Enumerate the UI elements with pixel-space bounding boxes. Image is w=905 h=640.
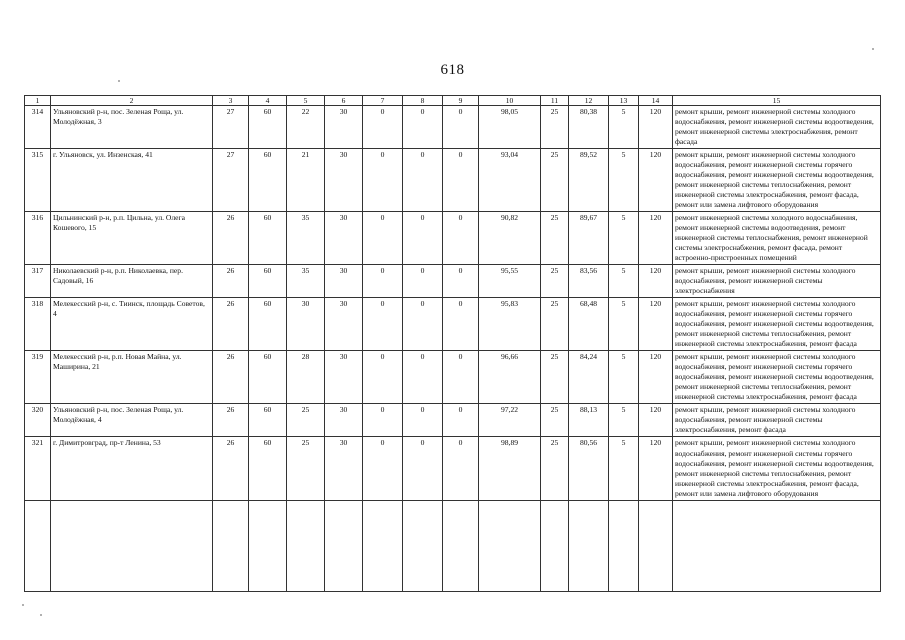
value-cell: 30 xyxy=(325,149,363,212)
address-cell: Мелекесский р-н, р.п. Новая Майна, ул. Маширина, 21 xyxy=(51,351,213,404)
empty-cell xyxy=(213,500,249,591)
address-cell: Мелекесский р-н, с. Тиинск, площадь Советов, 4 xyxy=(51,298,213,351)
column-header-15: 15 xyxy=(673,96,881,106)
value-cell: 27 xyxy=(213,149,249,212)
value-cell: 28 xyxy=(287,351,325,404)
table-body xyxy=(25,106,881,592)
table-continuation xyxy=(25,500,881,591)
value-cell: 60 xyxy=(249,404,287,437)
value-cell: 0 xyxy=(443,149,479,212)
column-header-5: 5 xyxy=(287,96,325,106)
value-cell: 25 xyxy=(541,437,569,500)
empty-cell xyxy=(541,500,569,591)
empty-cell xyxy=(249,500,287,591)
value-cell: 5 xyxy=(609,437,639,500)
value-cell: 98,05 xyxy=(479,106,541,149)
column-header-7: 7 xyxy=(363,96,403,106)
table-row xyxy=(25,265,881,298)
value-cell: 30 xyxy=(325,351,363,404)
empty-cell xyxy=(325,500,363,591)
value-cell: 25 xyxy=(541,298,569,351)
value-cell: 25 xyxy=(541,351,569,404)
scan-speck xyxy=(118,80,120,82)
table-row xyxy=(25,212,881,265)
value-cell: 88,13 xyxy=(569,404,609,437)
row-number-cell: 315 xyxy=(25,149,51,212)
empty-cell xyxy=(673,500,881,591)
value-cell: 30 xyxy=(325,404,363,437)
works-cell: ремонт крыши, ремонт инженерной системы холодного водоснабжения, ремонт инженерной системы электроснабжения, ремонт фасада xyxy=(673,404,881,437)
value-cell: 80,56 xyxy=(569,437,609,500)
value-cell: 89,52 xyxy=(569,149,609,212)
column-header-1: 1 xyxy=(25,96,51,106)
value-cell: 0 xyxy=(403,404,443,437)
value-cell: 60 xyxy=(249,437,287,500)
row-number-cell: 314 xyxy=(25,106,51,149)
address-cell: г. Ульяновск, ул. Инзенская, 41 xyxy=(51,149,213,212)
value-cell: 0 xyxy=(443,106,479,149)
value-cell: 120 xyxy=(639,212,673,265)
empty-cell xyxy=(569,500,609,591)
value-cell: 0 xyxy=(363,212,403,265)
works-cell: ремонт крыши, ремонт инженерной системы холодного водоснабжения, ремонт инженерной системы горячего водоснабжения, ремонт инженерной системы водоотведения, ремонт инженерной системы теплоснабжения, ремонт инженерной системы электроснабжения, ремонт фасада, ремонт или замена лифтового оборудования xyxy=(673,437,881,500)
value-cell: 5 xyxy=(609,351,639,404)
value-cell: 25 xyxy=(541,106,569,149)
value-cell: 30 xyxy=(287,298,325,351)
table-row xyxy=(25,437,881,500)
value-cell: 93,04 xyxy=(479,149,541,212)
value-cell: 96,66 xyxy=(479,351,541,404)
row-number-cell: 317 xyxy=(25,265,51,298)
row-number-cell: 320 xyxy=(25,404,51,437)
works-cell: ремонт крыши, ремонт инженерной системы холодного водоснабжения, ремонт инженерной системы электроснабжения xyxy=(673,265,881,298)
value-cell: 0 xyxy=(443,437,479,500)
value-cell: 35 xyxy=(287,212,325,265)
page-number: 618 xyxy=(440,62,465,78)
value-cell: 26 xyxy=(213,437,249,500)
value-cell: 26 xyxy=(213,298,249,351)
value-cell: 60 xyxy=(249,298,287,351)
works-cell: ремонт крыши, ремонт инженерной системы холодного водоснабжения, ремонт инженерной системы горячего водоснабжения, ремонт инженерной системы водоотведения, ремонт инженерной системы теплоснабжения, ремонт инженерной системы электроснабжения, ремонт фасада, ремонт или замена лифтового оборудования xyxy=(673,149,881,212)
value-cell: 89,67 xyxy=(569,212,609,265)
value-cell: 26 xyxy=(213,265,249,298)
value-cell: 60 xyxy=(249,106,287,149)
value-cell: 120 xyxy=(639,351,673,404)
address-cell: Цильнинский р-н, р.п. Цильна, ул. Олега Кошевого, 15 xyxy=(51,212,213,265)
value-cell: 5 xyxy=(609,265,639,298)
column-header-3: 3 xyxy=(213,96,249,106)
value-cell: 60 xyxy=(249,265,287,298)
value-cell: 27 xyxy=(213,106,249,149)
value-cell: 0 xyxy=(363,351,403,404)
table-row xyxy=(25,149,881,212)
value-cell: 0 xyxy=(363,298,403,351)
value-cell: 0 xyxy=(443,212,479,265)
scan-speck xyxy=(22,604,24,606)
value-cell: 0 xyxy=(403,265,443,298)
value-cell: 0 xyxy=(403,149,443,212)
value-cell: 0 xyxy=(363,437,403,500)
column-header-14: 14 xyxy=(639,96,673,106)
value-cell: 21 xyxy=(287,149,325,212)
value-cell: 0 xyxy=(363,265,403,298)
value-cell: 0 xyxy=(403,212,443,265)
value-cell: 120 xyxy=(639,149,673,212)
table-row xyxy=(25,106,881,149)
value-cell: 0 xyxy=(443,265,479,298)
empty-cell xyxy=(639,500,673,591)
value-cell: 60 xyxy=(249,212,287,265)
value-cell: 0 xyxy=(443,351,479,404)
value-cell: 60 xyxy=(249,351,287,404)
row-number-cell: 318 xyxy=(25,298,51,351)
value-cell: 60 xyxy=(249,149,287,212)
column-header-2: 2 xyxy=(51,96,213,106)
scan-speck xyxy=(872,48,874,50)
value-cell: 22 xyxy=(287,106,325,149)
column-header-4: 4 xyxy=(249,96,287,106)
address-cell: Ульяновский р-н, пос. Зеленая Роща, ул. Молодёжная, 3 xyxy=(51,106,213,149)
value-cell: 120 xyxy=(639,298,673,351)
value-cell: 0 xyxy=(443,298,479,351)
value-cell: 95,83 xyxy=(479,298,541,351)
value-cell: 25 xyxy=(287,437,325,500)
empty-cell xyxy=(363,500,403,591)
value-cell: 35 xyxy=(287,265,325,298)
value-cell: 68,48 xyxy=(569,298,609,351)
value-cell: 0 xyxy=(363,149,403,212)
value-cell: 97,22 xyxy=(479,404,541,437)
value-cell: 30 xyxy=(325,265,363,298)
value-cell: 26 xyxy=(213,351,249,404)
value-cell: 90,82 xyxy=(479,212,541,265)
value-cell: 98,89 xyxy=(479,437,541,500)
empty-cell xyxy=(287,500,325,591)
value-cell: 84,24 xyxy=(569,351,609,404)
table-row xyxy=(25,404,881,437)
table-row xyxy=(25,298,881,351)
value-cell: 83,56 xyxy=(569,265,609,298)
empty-cell xyxy=(25,500,51,591)
value-cell: 95,55 xyxy=(479,265,541,298)
value-cell: 30 xyxy=(325,437,363,500)
table-row xyxy=(25,351,881,404)
value-cell: 26 xyxy=(213,404,249,437)
repair-schedule-table xyxy=(24,95,881,592)
scan-speck xyxy=(40,614,42,616)
value-cell: 120 xyxy=(639,265,673,298)
value-cell: 0 xyxy=(403,298,443,351)
address-cell: г. Димитровград, пр-т Ленина, 53 xyxy=(51,437,213,500)
row-number-cell: 321 xyxy=(25,437,51,500)
value-cell: 0 xyxy=(403,437,443,500)
value-cell: 0 xyxy=(403,106,443,149)
address-cell: Ульяновский р-н, пос. Зеленая Роща, ул. Молодёжная, 4 xyxy=(51,404,213,437)
header-row xyxy=(25,96,881,106)
value-cell: 5 xyxy=(609,212,639,265)
value-cell: 5 xyxy=(609,106,639,149)
value-cell: 120 xyxy=(639,437,673,500)
column-header-9: 9 xyxy=(443,96,479,106)
empty-cell xyxy=(479,500,541,591)
value-cell: 80,38 xyxy=(569,106,609,149)
address-cell: Николаевский р-н, р.п. Николаевка, пер. Садовый, 16 xyxy=(51,265,213,298)
empty-cell xyxy=(443,500,479,591)
works-cell: ремонт крыши, ремонт инженерной системы холодного водоснабжения, ремонт инженерной системы горячего водоснабжения, ремонт инженерной системы водоотведения, ремонт инженерной системы теплоснабжения, ремонт инженерной системы электроснабжения, ремонт фасада xyxy=(673,298,881,351)
value-cell: 120 xyxy=(639,106,673,149)
column-header-10: 10 xyxy=(479,96,541,106)
empty-cell xyxy=(609,500,639,591)
value-cell: 120 xyxy=(639,404,673,437)
row-number-cell: 316 xyxy=(25,212,51,265)
value-cell: 25 xyxy=(541,212,569,265)
value-cell: 26 xyxy=(213,212,249,265)
value-cell: 5 xyxy=(609,404,639,437)
column-header-8: 8 xyxy=(403,96,443,106)
column-header-11: 11 xyxy=(541,96,569,106)
works-cell: ремонт инженерной системы холодного водоснабжения, ремонт инженерной системы водоотведения, ремонт инженерной системы теплоснабжения, ремонт инженерной системы электроснабжения, ремонт фасада, ремонт встроенно-пристроенных помещений xyxy=(673,212,881,265)
value-cell: 25 xyxy=(287,404,325,437)
value-cell: 30 xyxy=(325,298,363,351)
empty-cell xyxy=(403,500,443,591)
works-cell: ремонт крыши, ремонт инженерной системы холодного водоснабжения, ремонт инженерной системы горячего водоснабжения, ремонт инженерной системы водоотведения, ремонт инженерной системы теплоснабжения, ремонт инженерной системы электроснабжения, ремонт фасада xyxy=(673,351,881,404)
works-cell: ремонт крыши, ремонт инженерной системы холодного водоснабжения, ремонт инженерной системы водоотведения, ремонт инженерной системы электроснабжения, ремонт фасада xyxy=(673,106,881,149)
empty-cell xyxy=(51,500,213,591)
value-cell: 30 xyxy=(325,106,363,149)
value-cell: 30 xyxy=(325,212,363,265)
value-cell: 0 xyxy=(443,404,479,437)
value-cell: 0 xyxy=(403,351,443,404)
value-cell: 5 xyxy=(609,149,639,212)
value-cell: 25 xyxy=(541,149,569,212)
value-cell: 25 xyxy=(541,265,569,298)
value-cell: 5 xyxy=(609,298,639,351)
value-cell: 0 xyxy=(363,404,403,437)
row-number-cell: 319 xyxy=(25,351,51,404)
column-header-6: 6 xyxy=(325,96,363,106)
column-header-12: 12 xyxy=(569,96,609,106)
value-cell: 25 xyxy=(541,404,569,437)
column-header-13: 13 xyxy=(609,96,639,106)
value-cell: 0 xyxy=(363,106,403,149)
